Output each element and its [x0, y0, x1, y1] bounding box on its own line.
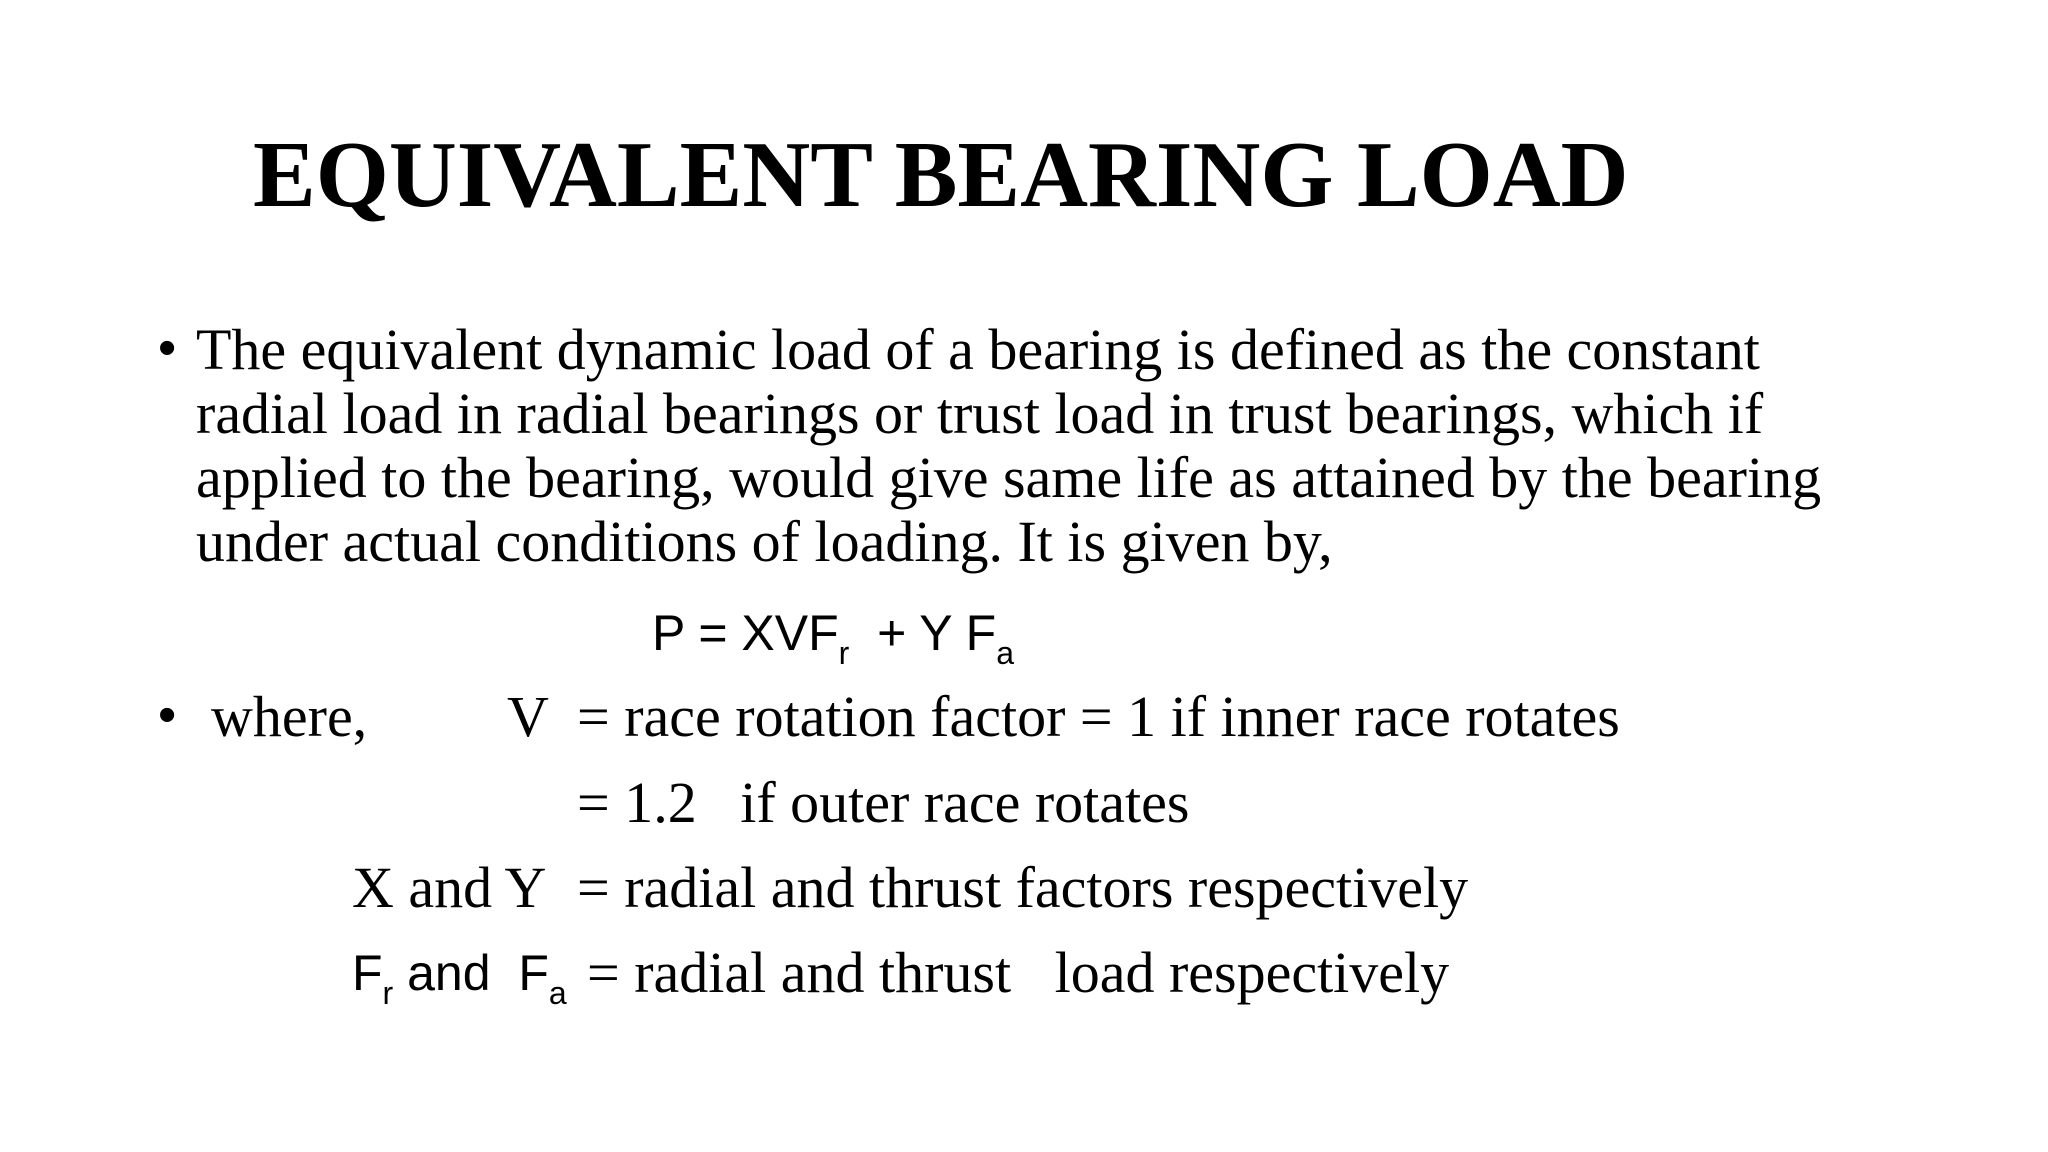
symbol-x-and-y: X and Y	[352, 855, 547, 920]
force-fa: F	[518, 945, 549, 1001]
definition-v-outer: = 1.2 if outer race rotates	[577, 770, 1190, 835]
force-fr: F	[352, 945, 383, 1001]
where-label: where,	[211, 684, 368, 749]
force-and: and	[393, 945, 519, 1001]
definition-line: radial load in radial bearings or trust load in trust bearings, which if	[196, 381, 1764, 446]
bullet-marker: •	[158, 319, 177, 377]
definition-v: = race rotation factor = 1 if inner race rotates	[577, 684, 1620, 749]
formula-middle: + Y F	[849, 605, 997, 661]
force-fr-subscript: r	[382, 975, 394, 1011]
symbol-v: V	[507, 684, 549, 749]
formula-lhs: P = XVF	[652, 605, 839, 661]
definition-fr-and-fa: = radial and thrust load respectively	[587, 940, 1450, 1005]
equivalent-load-formula	[652, 600, 1014, 671]
definition-paragraph	[196, 318, 1936, 574]
formula-subscript-a: a	[996, 635, 1014, 671]
definition-line: applied to the bearing, would give same life as attained by the bearing	[196, 445, 1822, 510]
definition-x-and-y: = radial and thrust factors respectively	[577, 855, 1469, 920]
force-fa-subscript: a	[548, 975, 567, 1011]
definition-line: The equivalent dynamic load of a bearing is defined as the constant	[196, 317, 1760, 382]
definition-line: under actual conditions of loading. It is given by,	[196, 509, 1333, 574]
symbol-fr-and-fa	[352, 938, 567, 1011]
slide-title: EQUIVALENT BEARING LOAD	[253, 123, 1629, 227]
bullet-marker: •	[158, 686, 177, 744]
formula-subscript-r: r	[838, 635, 850, 671]
